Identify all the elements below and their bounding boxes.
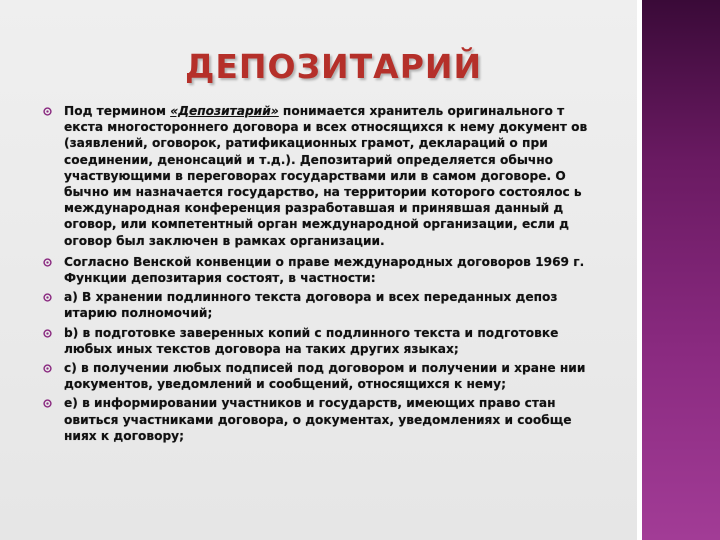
list-item (42, 103, 598, 249)
bullet-ring-icon (43, 293, 52, 302)
list-item (42, 360, 598, 392)
bullet-text-prefix: Под термином (64, 104, 171, 118)
slide-title: ДЕПОЗИТАРИЙ (185, 47, 483, 86)
list-item (42, 325, 598, 357)
bullet-ring-icon (43, 364, 52, 373)
bullet-ring-icon (43, 258, 52, 267)
list-item (42, 395, 598, 444)
bullet-text: b) в подготовке заверенных копий с подлинного текста и подготовке любых иных текстов договора на таких других языках; (64, 325, 559, 356)
list-item (42, 289, 598, 321)
bullet-ring-icon (43, 107, 52, 116)
bullet-list (42, 103, 598, 447)
bullet-text: Согласно Венской конвенции о праве международных договоров 1969 г. Функции депозитария состоят, в частности: (64, 254, 585, 286)
bullet-term: «Депозитарий» (170, 104, 279, 118)
bullet-text: е) в информировании участников и государств, имеющих право стан овиться участниками договора, о документах, уведомлениях и сообще ниях к договору; (64, 396, 572, 443)
bullet-ring-icon (43, 399, 52, 408)
bullet-text: с) в получении любых подписей под договором и получении и хране нии документов, уведомлений и сообщений, относящихся к нему; (64, 361, 586, 392)
bullet-text: а) В хранении подлинного текста договора и всех переданных депоз итарию полномочий; (64, 290, 558, 321)
list-item (42, 254, 598, 286)
decorative-side-band (642, 0, 720, 540)
bullet-text: понимается хранитель оригинального т екста многостороннего договора и всех относящихся к нему документ ов (заявлений, оговорок, ратификационных грамот, деклараций о при соединении, денонсаций и т.д.). Депозитарий определяется обычно участвующими в переговорах государствами или в самом договоре. О бычно им назначается государство, на территории которого состоялос ь международная конференция разработавшая и принявшая данный д оговор, или компетентный орган международной организации, если д оговор был заключен в рамках организации. (64, 104, 588, 248)
bullet-ring-icon (43, 329, 52, 338)
